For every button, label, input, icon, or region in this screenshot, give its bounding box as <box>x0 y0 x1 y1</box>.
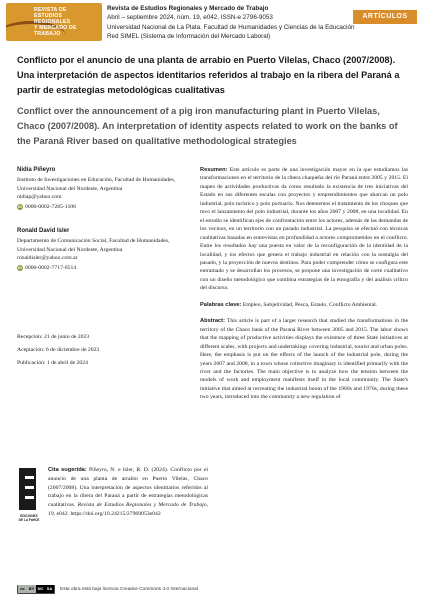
publisher-logo-mark <box>19 468 36 510</box>
author-block <box>17 227 189 272</box>
cc-license-badge[interactable] <box>17 585 55 594</box>
orcid-icon: iD <box>18 203 22 209</box>
date-published: Publicación: 1 de abril de 2024 <box>17 360 88 366</box>
by-icon: BY <box>28 586 35 591</box>
abstract-text: This article is part of a larger research that studied the transformations in the territory of the Chaco bank of the Paraná River between 2005 and 2015. The labor shows that the mapping of productive activities displays the existence of three State initiatives at different scales, with projects and undertakings covering industrial, tourist and urban poles. Here, the emphasis is put on the effects of the launch of the industrial pole, during the years 2007 and 2008, in a town whose collective imaginary is identified primarily with the river and the factories. The main objective is to analyze how the tension between the models of work and employment manifests itself in the local community. The State's initiative that aimed at recreating the industrial boom of the 1960s and 1970s, during these two years, introduced into the community a new regulation of <box>200 318 408 401</box>
keywords-label: Palabras clave: <box>200 301 242 308</box>
institution-line: Universidad Nacional de La Plata. Facultad de Humanidades y Ciencias de la Educación <box>107 23 355 31</box>
author-affiliation: Departamento de Comunicación Social, Facultad de Humanidades, Universidad Nacional del Nordeste, Argentina <box>17 238 170 253</box>
author-orcid[interactable] <box>17 264 189 272</box>
author-block <box>17 166 189 211</box>
article-title-english: Conflict over the announcement of a pig iron manufacturing plant in Puerto Vilelas, Chaco (2007/2008). An interpretation of identity aspects related to work on the banks of the Paraná River based on qualitative methodological strategies <box>17 106 398 146</box>
sa-icon: SA <box>46 586 53 591</box>
network-line: Red SIMEL (Sistema de Información del Mercado Laboral) <box>107 33 271 41</box>
author-name: Ronald David Isler <box>17 228 70 235</box>
nc-icon: NC <box>37 586 44 591</box>
journal-info <box>107 4 354 42</box>
journal-title: Revista de Estudios Regionales y Mercado de Trabajo <box>107 5 269 12</box>
orcid-id[interactable]: 0000-0002-7717-0514 <box>25 264 77 271</box>
section-badge: ARTÍCULOS <box>353 10 417 24</box>
keywords-text: Empleo, Subjetividad, Pesca, Estado, Conflicto Ambiental. <box>242 301 378 308</box>
publisher-logo <box>17 466 39 534</box>
logo-line: REGIONALES <box>34 19 71 25</box>
logo-text <box>34 7 77 37</box>
date-received: Recepción: 21 de junio de 2023 <box>17 334 90 340</box>
article-title-spanish: Conflicto por el anuncio de una planta de arrabio en Puerto Vilelas, Chaco (2007/2008). Una interpretación de aspectos identitarios referidos al trabajo en la ribera del Paraná a partir de estrategias metodológicas cualitativas <box>17 55 400 95</box>
citation-area <box>17 466 209 566</box>
logo-line: REVISTA DE <box>34 7 67 13</box>
citation-text: Piñeyro, N. e Isler, R. D. (2024). Conflicto por el anuncio de una planta de arrabio en Puerto Vilelas, Chaco (2007/2008). Una interpretación de aspectos identitarios referidos al trabajo en la ribera del Paraná a partir de estrategias metodológicas cualitativas. <box>48 467 208 509</box>
citation-journal: Revista de Estudios Regionales y Mercado de Trabajo <box>77 502 207 509</box>
logo-line: ESTUDIOS <box>34 13 63 19</box>
logo-line: TRABAJO <box>34 31 61 37</box>
author-affiliation: Instituto de Investigaciones en Educación, Facultad de Humanidades, Universidad Nacional del Nordeste, Argentina <box>17 177 176 192</box>
author-orcid[interactable] <box>17 203 189 211</box>
author-email[interactable]: ronaldisler@yahoo.com.ar <box>17 255 78 262</box>
keywords-section <box>200 301 408 309</box>
citation-label: Cita sugerida: <box>48 467 87 473</box>
suggested-citation <box>48 466 208 519</box>
orcid-id[interactable]: 0000-0002-7285-1106 <box>25 203 76 210</box>
citation-doi[interactable]: https://doi.org/10.24215/27969053e042 <box>70 510 161 517</box>
publisher-logo-text <box>17 514 41 522</box>
journal-header <box>0 0 423 46</box>
resumen-section <box>200 166 408 293</box>
author-name: Nidia Piñeyro <box>17 167 56 173</box>
resumen-label: Resumen: <box>200 167 228 173</box>
license-text: Esta obra está bajo licencia Creative Commons 4.0 Internacional <box>60 586 198 592</box>
orcid-icon: iD <box>18 264 22 270</box>
issue-line: Abril – septiembre 2024, núm. 19, e042, ISSN-e 2796-9053 <box>107 14 273 22</box>
abstract-label: Abstract: <box>200 318 225 325</box>
abstract-column <box>200 166 408 410</box>
author-column <box>17 166 189 272</box>
citation-tail: , 19, e042. <box>48 502 209 517</box>
cc-icon: cc <box>18 585 27 593</box>
publisher-logo-line: EDICIONES <box>20 514 38 518</box>
author-email[interactable]: nidiap@yahoo.com <box>17 194 62 201</box>
license-footer <box>17 584 417 594</box>
publisher-logo-line: DE LA FaHCE <box>18 518 40 522</box>
abstract-section <box>200 317 408 402</box>
date-accepted: Aceptación: 6 de diciembre de 2023 <box>17 347 100 353</box>
resumen-text: Este artículo es parte de una investigación mayor en la que estudiamos las transformaciones en el territorio de la ribera chaqueña del río Paraná entre 2005 y 2015. El mapeo de actividades productivas da como resultado la existencia de tres iniciativas del Estado en sus diferentes escalas con proyectos y emprendimientos que abarcan un polo industrial, polo turístico y polo portuario. Nos detenemos el tratamiento de los choques que tuvo el lanzamiento del polo industrial, durante los años 2007 y 2008, en una localidad. En el estudio se identifican ejes de confrontación entre los actores, además de las demandas de los vecinos, en un territorio con un pasado industrial. La pesquisa se efectuó con técnicas cualitativas basadas en entrevistas en profundidad a actores comprometidos en el conflicto. Entre los resultados hay una puesta en valor de la reconfiguración de la identidad de la localidad, y los efectos que genera el trabajo industrial en relación con la nostalgia del pasado, y la proyección de nuevos destinos. Para poder comprender cómo se configura este entramado y se desarrollan los procesos, se propone una investigación de corte cualitativo con un diseño metodológico que combina estrategias de la etnografía y del análisis crítico del discurso. <box>200 167 409 292</box>
article-dates <box>17 331 189 370</box>
logo-line: Y MERCADO DE <box>34 25 77 31</box>
journal-logo <box>6 3 102 41</box>
